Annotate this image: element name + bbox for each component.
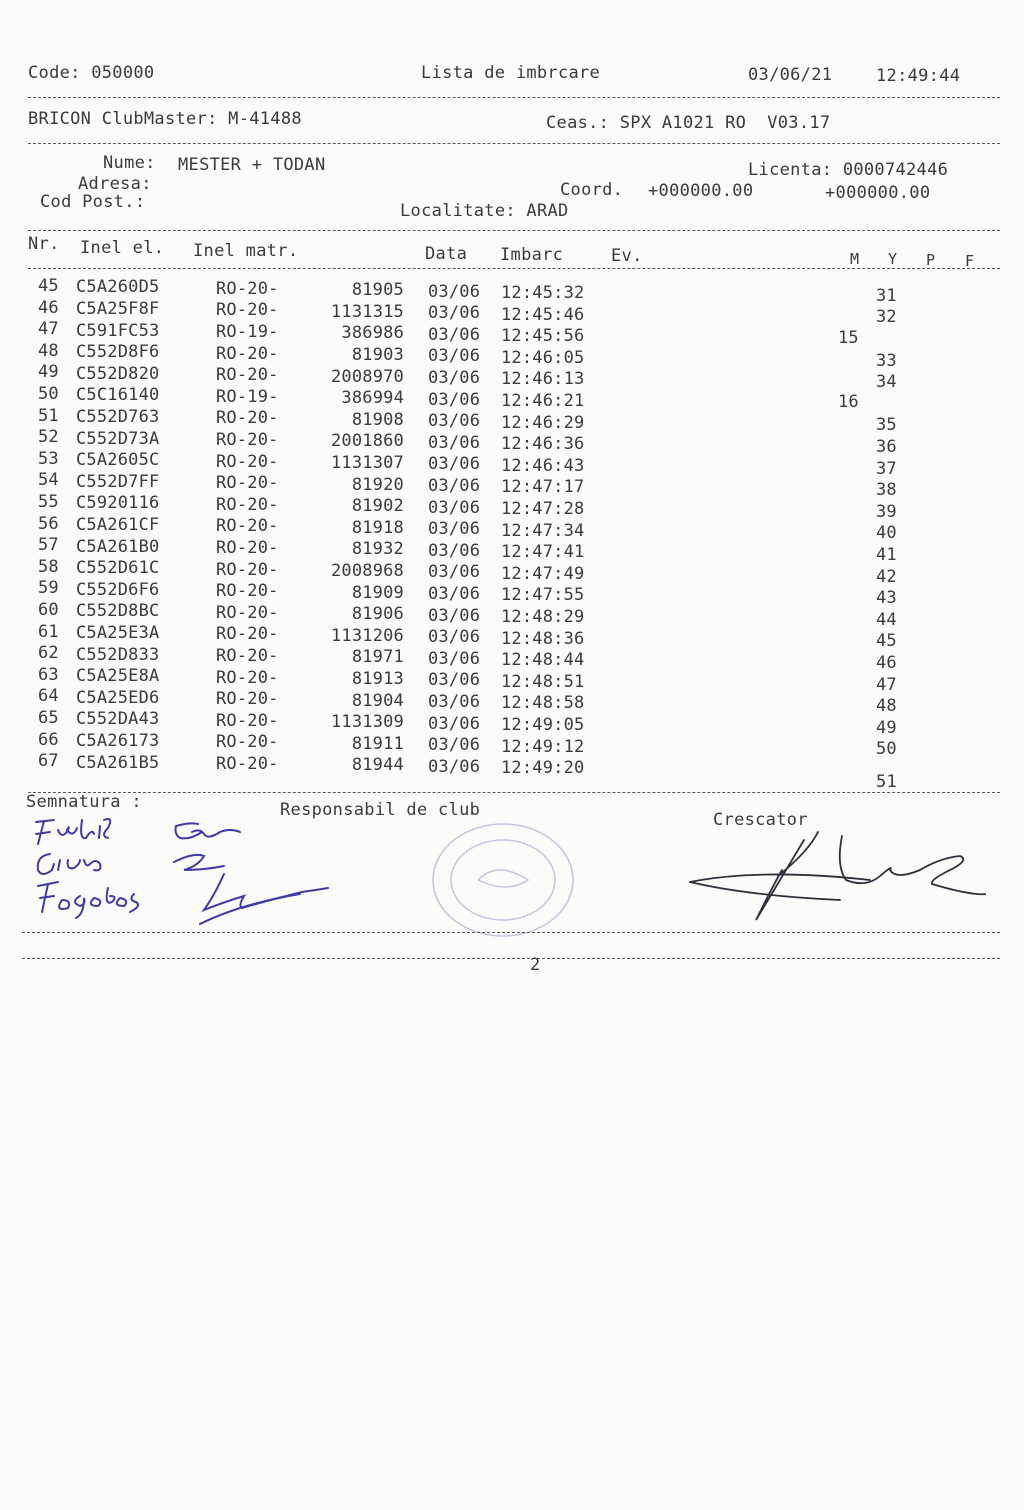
boarding-date: 03/06: [428, 454, 481, 475]
handwritten-signatures: [24, 812, 384, 942]
electronic-ring: C552D7FF: [76, 471, 160, 492]
y-position: 34: [876, 372, 897, 393]
doc-time: 12:49:44: [876, 66, 961, 86]
name-label: Nume:: [103, 153, 156, 173]
ring-number: 81904: [351, 690, 404, 711]
electronic-ring: C552D6F6: [76, 579, 160, 600]
ring-prefix: RO-20-: [216, 667, 279, 688]
y-position: 37: [876, 458, 897, 479]
ring-prefix: RO-20-: [216, 645, 279, 666]
ring-number: 1131309: [330, 712, 404, 733]
boarding-date: 03/06: [428, 324, 481, 345]
clock-info: Ceas.: SPX A1021 RO V03.17: [546, 113, 831, 133]
boarding-date: 03/06: [428, 562, 481, 583]
electronic-ring: C5A2605C: [76, 450, 160, 471]
row-number: 46: [38, 297, 59, 318]
owner-name: MESTER + TODAN: [178, 155, 326, 175]
boarding-date: 03/06: [428, 281, 481, 302]
y-position: 32: [876, 307, 897, 328]
boarding-time: 12:45:46: [501, 304, 585, 325]
row-number: 67: [38, 751, 59, 772]
boarding-date: 03/06: [428, 627, 481, 648]
ring-prefix: RO-20-: [216, 537, 279, 558]
ring-prefix: RO-20-: [216, 343, 279, 364]
ring-number: 81918: [351, 517, 404, 538]
col-ev: Ev.: [611, 246, 643, 266]
electronic-ring: C5A260D5: [76, 277, 160, 298]
col-nr: Nr.: [28, 234, 60, 254]
table-row: [0, 276, 1024, 306]
boarding-time: 12:45:32: [501, 283, 585, 303]
ring-prefix: RO-20-: [216, 429, 279, 450]
ring-number: 81920: [351, 474, 404, 495]
table-row: [0, 643, 1024, 673]
doc-date: 03/06/21: [748, 65, 833, 85]
row-number: 45: [38, 276, 59, 296]
divider: [28, 230, 1000, 231]
ring-prefix: RO-20-: [216, 408, 279, 429]
ring-number: 386994: [341, 388, 404, 409]
boarding-time: 12:46:21: [501, 391, 585, 411]
ring-number: 2008970: [330, 366, 404, 387]
boarding-time: 12:46:29: [501, 412, 585, 433]
boarding-date: 03/06: [428, 303, 481, 324]
ring-prefix: RO-19-: [216, 321, 279, 342]
y-position: 44: [876, 609, 897, 630]
boarding-time: 12:47:41: [501, 542, 585, 563]
ring-prefix: RO-20-: [216, 624, 279, 645]
boarding-time: 12:46:43: [501, 455, 585, 476]
boarding-time: 12:49:12: [501, 736, 585, 757]
table-row: [0, 513, 1024, 544]
y-position: 43: [876, 588, 897, 609]
row-number: 60: [38, 600, 59, 620]
boarding-date: 03/06: [428, 432, 481, 453]
ring-number: 81944: [351, 755, 404, 776]
table-row: [0, 708, 1024, 738]
locality: Localitate: ARAD: [400, 201, 569, 221]
y-position: 42: [876, 566, 897, 587]
boarding-time: 12:47:28: [501, 499, 585, 519]
postcode-label: Cod Post.:: [40, 192, 146, 212]
table-row: [0, 578, 1024, 609]
boarding-date: 03/06: [428, 583, 481, 604]
ring-prefix: RO-20-: [216, 365, 279, 386]
ring-number: 81905: [351, 280, 404, 301]
electronic-ring: C5A26173: [76, 730, 160, 751]
ring-prefix: RO-20-: [216, 278, 279, 299]
boarding-time: 12:46:05: [501, 347, 585, 368]
ring-number: 2008968: [330, 560, 404, 581]
doc-code: Code: 050000: [28, 63, 155, 83]
boarding-date: 03/06: [428, 475, 481, 496]
boarding-date: 03/06: [428, 411, 481, 432]
electronic-ring: C552D61C: [76, 558, 160, 579]
divider: [28, 97, 1000, 98]
club-responsible-label: Responsabil de club: [280, 800, 481, 820]
boarding-date: 03/06: [428, 389, 481, 410]
y-position: 49: [876, 717, 897, 738]
boarding-date: 03/06: [428, 519, 481, 540]
boarding-time: 12:48:36: [501, 628, 585, 649]
breeder-label: Crescator: [713, 810, 808, 830]
table-row: [0, 600, 1024, 630]
ring-prefix: RO-20-: [216, 732, 279, 753]
ring-prefix: RO-20-: [216, 473, 279, 494]
col-ring-matr: Inel matr.: [193, 241, 299, 261]
ring-number: 81908: [351, 409, 404, 430]
divider: [28, 268, 1000, 269]
table-row: [0, 405, 1024, 436]
ring-number: 81913: [351, 668, 404, 689]
col-m: M: [850, 250, 860, 268]
y-position: 47: [876, 674, 897, 695]
electronic-ring: C5A25F8F: [76, 298, 160, 319]
electronic-ring: C5A25E3A: [76, 622, 160, 643]
y-position: 35: [876, 415, 897, 436]
y-position: 31: [876, 285, 897, 306]
row-number: 50: [38, 384, 59, 404]
y-position: 36: [876, 436, 897, 457]
electronic-ring: C552D820: [76, 363, 160, 384]
electronic-ring: C5A25E8A: [76, 666, 160, 687]
boarding-date: 03/06: [428, 735, 481, 756]
boarding-time: 12:47:49: [501, 563, 585, 584]
boarding-time: 12:47:17: [501, 477, 585, 498]
ring-prefix: RO-20-: [216, 602, 279, 623]
col-date: Data: [425, 244, 468, 264]
y-position: 46: [876, 652, 897, 673]
divider: [22, 932, 1000, 933]
coord-x: +000000.00: [648, 181, 754, 201]
ring-number: 81932: [351, 539, 404, 560]
ring-prefix: RO-20-: [216, 516, 279, 537]
row-number: 49: [38, 362, 59, 383]
row-number: 56: [38, 513, 59, 534]
page-number: 2: [530, 955, 541, 975]
col-f: F: [965, 252, 975, 270]
ring-number: 81906: [351, 604, 404, 625]
divider: [28, 143, 1000, 144]
table-row: [0, 319, 1024, 348]
row-number: 47: [38, 319, 59, 340]
row-number: 65: [38, 708, 59, 728]
boarding-time: 12:48:51: [501, 671, 585, 692]
row-number: 51: [38, 405, 59, 426]
breeder-signature-icon: [686, 826, 986, 926]
table-row: [0, 535, 1024, 565]
club-stamp: [428, 820, 578, 940]
row-number: 58: [38, 556, 59, 577]
electronic-ring: C5A261CF: [76, 514, 160, 535]
ring-number: 1131315: [330, 301, 404, 322]
col-p: P: [926, 251, 936, 269]
y-position: 39: [876, 501, 897, 522]
y-position: 33: [876, 350, 897, 371]
electronic-ring: C552D8F6: [76, 342, 160, 363]
boarding-time: 12:46:13: [501, 369, 585, 390]
boarding-time: 12:47:55: [501, 585, 585, 606]
ring-prefix: RO-20-: [216, 753, 279, 774]
boarding-time: 12:45:56: [501, 326, 585, 347]
ring-prefix: RO-20-: [216, 710, 279, 731]
y-total: 51: [876, 772, 898, 792]
boarding-date: 03/06: [428, 756, 481, 777]
electronic-ring: C5A261B5: [76, 752, 160, 773]
col-y: Y: [888, 250, 898, 268]
row-number: 54: [38, 470, 59, 491]
table-row: [0, 362, 1024, 393]
row-number: 61: [38, 621, 59, 642]
boarding-date: 03/06: [428, 670, 481, 691]
boarding-time: 12:47:34: [501, 520, 585, 541]
electronic-ring: C552D73A: [76, 428, 160, 449]
ring-number: 81909: [351, 582, 404, 603]
table-row: [0, 751, 1024, 779]
table-row: [0, 297, 1024, 328]
boarding-date: 03/06: [428, 367, 481, 388]
row-number: 57: [38, 535, 59, 556]
y-position: 45: [876, 631, 897, 652]
electronic-ring: C5A25ED6: [76, 687, 160, 708]
address-label: Adresa:: [78, 174, 152, 194]
row-number: 64: [38, 686, 59, 707]
row-number: 48: [38, 340, 59, 361]
electronic-ring: C5920116: [76, 493, 160, 514]
ring-prefix: RO-20-: [216, 494, 279, 515]
electronic-ring: C552DA43: [76, 709, 160, 730]
boarding-time: 12:46:36: [501, 434, 585, 455]
m-position: 16: [838, 392, 859, 413]
table-row: [0, 556, 1024, 587]
table-row: [0, 621, 1024, 652]
divider: [28, 792, 1000, 793]
boarding-date: 03/06: [428, 346, 481, 367]
y-position: 38: [876, 480, 897, 501]
boarding-date: 03/06: [428, 691, 481, 712]
electronic-ring: C552D763: [76, 406, 160, 427]
electronic-ring: C552D8BC: [76, 601, 160, 622]
ring-number: 1131206: [330, 625, 404, 646]
ring-number: 2001860: [330, 431, 404, 452]
table-row: [0, 492, 1024, 522]
boarding-date: 03/06: [428, 605, 481, 626]
col-ring-el: Inel el.: [80, 238, 165, 258]
license: Licenta: 0000742446: [748, 160, 949, 180]
y-position: 41: [876, 544, 897, 565]
ring-number: 81902: [351, 496, 404, 517]
table-row: [0, 470, 1024, 501]
boarding-time: 12:49:05: [501, 715, 585, 735]
ring-prefix: RO-20-: [216, 300, 279, 321]
ring-number: 81971: [351, 647, 404, 668]
table-row: [0, 427, 1024, 457]
row-number: 52: [38, 427, 59, 448]
electronic-ring: C5C16140: [76, 385, 160, 406]
coord-label: Coord.: [560, 180, 624, 200]
y-position: 48: [876, 696, 897, 717]
ring-prefix: RO-20-: [216, 689, 279, 710]
boarding-time: 12:48:44: [501, 650, 585, 671]
m-position: 15: [838, 327, 859, 348]
ring-number: 81903: [351, 344, 404, 365]
boarding-date: 03/06: [428, 540, 481, 561]
ring-number: 81911: [351, 733, 404, 754]
table-row: [0, 729, 1024, 760]
y-position: 40: [876, 523, 897, 544]
row-number: 53: [38, 448, 59, 469]
col-boarding: Imbarc: [500, 245, 564, 265]
row-number: 63: [38, 664, 59, 685]
boarding-time: 12:49:20: [501, 758, 585, 779]
y-position: 50: [876, 739, 897, 760]
club-system: BRICON ClubMaster: M-41488: [28, 109, 302, 129]
table-row: [0, 664, 1024, 695]
row-number: 66: [38, 729, 59, 750]
ring-number: 386986: [341, 323, 404, 344]
table-row: [0, 384, 1024, 413]
ring-prefix: RO-20-: [216, 559, 279, 580]
boarding-date: 03/06: [428, 713, 481, 734]
ring-prefix: RO-19-: [216, 386, 279, 407]
boarding-date: 03/06: [428, 648, 481, 669]
signature-label: Semnatura :: [26, 792, 142, 812]
doc-title: Lista de imbrcare: [421, 63, 601, 83]
electronic-ring: C591FC53: [76, 320, 160, 341]
ring-prefix: RO-20-: [216, 451, 279, 472]
ring-prefix: RO-20-: [216, 581, 279, 602]
row-number: 59: [38, 578, 59, 599]
table-row: [0, 686, 1024, 717]
boarding-date: 03/06: [428, 497, 481, 518]
table-row: [0, 340, 1024, 371]
table-row: [0, 448, 1024, 479]
boarding-time: 12:48:58: [501, 693, 585, 714]
electronic-ring: C552D833: [76, 644, 160, 665]
row-number: 62: [38, 643, 59, 664]
row-number: 55: [38, 492, 59, 512]
ring-number: 1131307: [330, 452, 404, 473]
boarding-time: 12:48:29: [501, 607, 585, 627]
coord-y: +000000.00: [825, 183, 931, 203]
electronic-ring: C5A261B0: [76, 536, 160, 557]
divider: [22, 958, 1000, 959]
